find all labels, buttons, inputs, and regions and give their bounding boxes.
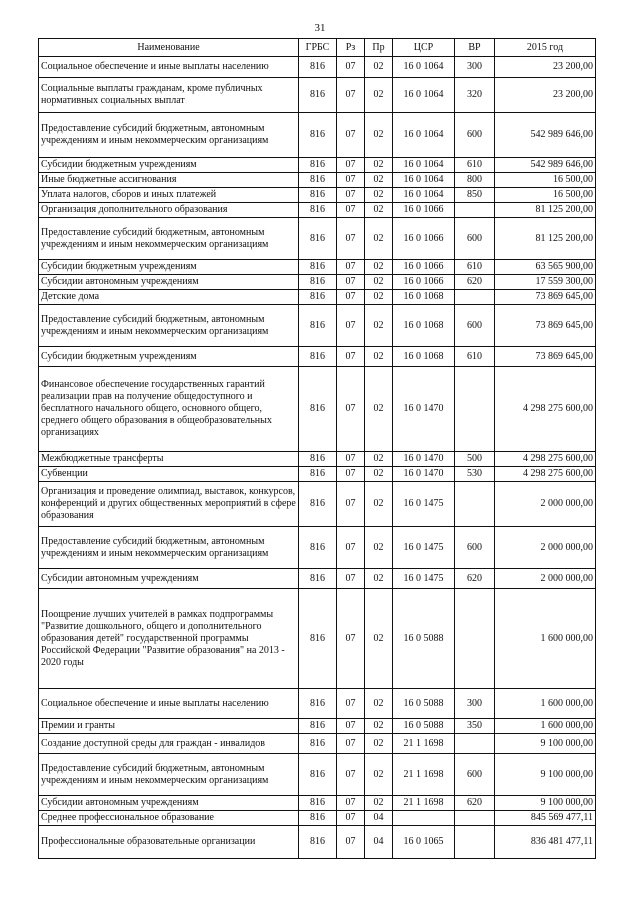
cell-name: Социальные выплаты гражданам, кроме публичных нормативных социальных выплат: [39, 78, 299, 113]
cell-csr: 16 0 1068: [393, 305, 455, 347]
cell-vr: 500: [455, 452, 495, 467]
table-row: [39, 734, 596, 754]
col-header-pr: Пр: [365, 39, 393, 57]
page-number: 31: [314, 22, 326, 34]
cell-vr: 610: [455, 347, 495, 367]
table-row: [39, 796, 596, 811]
cell-name: Социальное обеспечение и иные выплаты населению: [39, 57, 299, 78]
cell-amount: 4 298 275 600,00: [495, 367, 596, 452]
cell-name: Премии и гранты: [39, 719, 299, 734]
cell-csr: 16 0 1470: [393, 367, 455, 452]
cell-amount: 9 100 000,00: [495, 734, 596, 754]
cell-grbs: 816: [299, 754, 337, 796]
cell-grbs: 816: [299, 305, 337, 347]
cell-name: Субсидии бюджетным учреждениям: [39, 158, 299, 173]
table-row: [39, 260, 596, 275]
col-header-vr: ВР: [455, 39, 495, 57]
cell-grbs: 816: [299, 173, 337, 188]
cell-pr: 02: [365, 305, 393, 347]
cell-vr: 850: [455, 188, 495, 203]
table-row: [39, 527, 596, 569]
cell-csr: 21 1 1698: [393, 796, 455, 811]
cell-rz: 07: [337, 452, 365, 467]
cell-rz: 07: [337, 569, 365, 589]
cell-amount: 23 200,00: [495, 78, 596, 113]
cell-rz: 07: [337, 173, 365, 188]
cell-csr: 16 0 1475: [393, 527, 455, 569]
cell-grbs: 816: [299, 689, 337, 719]
cell-grbs: 816: [299, 734, 337, 754]
table-row: [39, 78, 596, 113]
cell-vr: 620: [455, 275, 495, 290]
cell-csr: 16 0 1066: [393, 260, 455, 275]
cell-name: Детские дома: [39, 290, 299, 305]
cell-rz: 07: [337, 218, 365, 260]
cell-grbs: 816: [299, 452, 337, 467]
table-row: [39, 218, 596, 260]
cell-grbs: 816: [299, 203, 337, 218]
cell-name: Создание доступной среды для граждан - инвалидов: [39, 734, 299, 754]
cell-rz: 07: [337, 734, 365, 754]
cell-vr: 300: [455, 57, 495, 78]
cell-vr: 610: [455, 260, 495, 275]
cell-pr: 02: [365, 347, 393, 367]
cell-rz: 07: [337, 188, 365, 203]
cell-csr: 16 0 5088: [393, 589, 455, 689]
cell-pr: 02: [365, 569, 393, 589]
cell-amount: 17 559 300,00: [495, 275, 596, 290]
cell-pr: 02: [365, 796, 393, 811]
header-row: [39, 39, 596, 57]
table-row: [39, 347, 596, 367]
table-row: [39, 826, 596, 859]
cell-amount: 81 125 200,00: [495, 203, 596, 218]
cell-rz: 07: [337, 482, 365, 527]
cell-csr: 21 1 1698: [393, 734, 455, 754]
cell-amount: 9 100 000,00: [495, 754, 596, 796]
cell-rz: 07: [337, 57, 365, 78]
cell-grbs: 816: [299, 467, 337, 482]
cell-grbs: 816: [299, 482, 337, 527]
table-row: [39, 569, 596, 589]
cell-name: Субсидии автономным учреждениям: [39, 569, 299, 589]
cell-vr: [455, 290, 495, 305]
cell-vr: 320: [455, 78, 495, 113]
cell-name: Профессиональные образовательные организации: [39, 826, 299, 859]
cell-amount: 2 000 000,00: [495, 482, 596, 527]
cell-pr: 02: [365, 275, 393, 290]
cell-csr: 16 0 1068: [393, 290, 455, 305]
budget-table: [38, 38, 596, 859]
cell-rz: 07: [337, 78, 365, 113]
table-row: [39, 203, 596, 218]
cell-vr: 600: [455, 218, 495, 260]
cell-csr: 16 0 1475: [393, 482, 455, 527]
cell-amount: 1 600 000,00: [495, 589, 596, 689]
cell-grbs: 816: [299, 367, 337, 452]
table-row: [39, 482, 596, 527]
cell-csr: 16 0 1064: [393, 78, 455, 113]
cell-amount: 9 100 000,00: [495, 796, 596, 811]
cell-pr: 02: [365, 527, 393, 569]
cell-name: Поощрение лучших учителей в рамках подпрограммы "Развитие дошкольного, общего и дополнительного образования детей" государственной программы Российской Федерации "Развитие образования" на 2013 - 2020 годы: [39, 589, 299, 689]
table-row: [39, 158, 596, 173]
table-row: [39, 173, 596, 188]
cell-pr: 04: [365, 826, 393, 859]
cell-csr: 16 0 1064: [393, 173, 455, 188]
col-header-name: Наименование: [39, 39, 299, 57]
table-row: [39, 589, 596, 689]
cell-amount: 845 569 477,11: [495, 811, 596, 826]
cell-rz: 07: [337, 347, 365, 367]
col-header-year: 2015 год: [495, 39, 596, 57]
cell-rz: 07: [337, 158, 365, 173]
table-body: [39, 57, 596, 859]
cell-pr: 02: [365, 689, 393, 719]
cell-amount: 2 000 000,00: [495, 569, 596, 589]
cell-csr: 16 0 1068: [393, 347, 455, 367]
cell-vr: 350: [455, 719, 495, 734]
col-header-grbs: ГРБС: [299, 39, 337, 57]
cell-csr: 16 0 1064: [393, 188, 455, 203]
cell-vr: 530: [455, 467, 495, 482]
cell-pr: 02: [365, 260, 393, 275]
cell-pr: 02: [365, 734, 393, 754]
cell-csr: 21 1 1698: [393, 754, 455, 796]
cell-rz: 07: [337, 275, 365, 290]
cell-amount: 73 869 645,00: [495, 347, 596, 367]
cell-rz: 07: [337, 589, 365, 689]
cell-grbs: 816: [299, 78, 337, 113]
cell-rz: 07: [337, 689, 365, 719]
cell-vr: 600: [455, 305, 495, 347]
cell-rz: 07: [337, 290, 365, 305]
cell-rz: 07: [337, 113, 365, 158]
table-row: [39, 305, 596, 347]
cell-grbs: 816: [299, 796, 337, 811]
cell-amount: 542 989 646,00: [495, 113, 596, 158]
table-row: [39, 188, 596, 203]
cell-grbs: 816: [299, 569, 337, 589]
cell-name: Иные бюджетные ассигнования: [39, 173, 299, 188]
cell-name: Социальное обеспечение и иные выплаты населению: [39, 689, 299, 719]
cell-vr: [455, 811, 495, 826]
cell-name: Организация и проведение олимпиад, выставок, конкурсов, конференций и других общественных мероприятий в сфере образования: [39, 482, 299, 527]
cell-name: Субсидии автономным учреждениям: [39, 796, 299, 811]
cell-csr: 16 0 1064: [393, 158, 455, 173]
cell-rz: 07: [337, 811, 365, 826]
cell-vr: [455, 482, 495, 527]
cell-pr: 02: [365, 367, 393, 452]
cell-grbs: 816: [299, 290, 337, 305]
cell-vr: 600: [455, 527, 495, 569]
table-row: [39, 290, 596, 305]
cell-amount: 16 500,00: [495, 173, 596, 188]
cell-amount: 73 869 645,00: [495, 290, 596, 305]
cell-pr: 02: [365, 452, 393, 467]
cell-pr: 02: [365, 482, 393, 527]
cell-vr: 620: [455, 569, 495, 589]
cell-rz: 07: [337, 719, 365, 734]
cell-pr: 02: [365, 57, 393, 78]
cell-amount: 4 298 275 600,00: [495, 467, 596, 482]
cell-vr: 610: [455, 158, 495, 173]
cell-rz: 07: [337, 305, 365, 347]
cell-csr: 16 0 1064: [393, 57, 455, 78]
cell-rz: 07: [337, 796, 365, 811]
cell-csr: 16 0 1470: [393, 467, 455, 482]
cell-amount: 23 200,00: [495, 57, 596, 78]
cell-csr: 16 0 1065: [393, 826, 455, 859]
cell-csr: 16 0 1066: [393, 275, 455, 290]
cell-name: Субсидии бюджетным учреждениям: [39, 347, 299, 367]
cell-grbs: 816: [299, 527, 337, 569]
cell-rz: 07: [337, 260, 365, 275]
cell-vr: 620: [455, 796, 495, 811]
cell-amount: 1 600 000,00: [495, 719, 596, 734]
cell-name: Субвенции: [39, 467, 299, 482]
cell-amount: 73 869 645,00: [495, 305, 596, 347]
cell-grbs: 816: [299, 826, 337, 859]
cell-name: Межбюджетные трансферты: [39, 452, 299, 467]
table-row: [39, 452, 596, 467]
cell-amount: 1 600 000,00: [495, 689, 596, 719]
cell-pr: 02: [365, 173, 393, 188]
cell-grbs: 816: [299, 113, 337, 158]
cell-pr: 02: [365, 78, 393, 113]
cell-rz: 07: [337, 467, 365, 482]
cell-grbs: 816: [299, 57, 337, 78]
cell-rz: 07: [337, 754, 365, 796]
cell-name: Субсидии автономным учреждениям: [39, 275, 299, 290]
cell-amount: 16 500,00: [495, 188, 596, 203]
cell-pr: 02: [365, 589, 393, 689]
cell-vr: 800: [455, 173, 495, 188]
cell-csr: 16 0 5088: [393, 719, 455, 734]
cell-name: Предоставление субсидий бюджетным, автономным учреждениям и иным некоммерческим организациям: [39, 113, 299, 158]
cell-amount: 81 125 200,00: [495, 218, 596, 260]
cell-name: Финансовое обеспечение государственных гарантий реализации прав на получение общедоступного и бесплатного начального общего, основного общего, среднего общего образования в общеобразовательных организациях: [39, 367, 299, 452]
table-row: [39, 467, 596, 482]
cell-amount: 542 989 646,00: [495, 158, 596, 173]
cell-vr: 600: [455, 113, 495, 158]
cell-csr: 16 0 1066: [393, 203, 455, 218]
cell-grbs: 816: [299, 260, 337, 275]
cell-pr: 02: [365, 188, 393, 203]
table-row: [39, 754, 596, 796]
cell-vr: [455, 589, 495, 689]
cell-name: Предоставление субсидий бюджетным, автономным учреждениям и иным некоммерческим организациям: [39, 305, 299, 347]
cell-pr: 02: [365, 113, 393, 158]
cell-pr: 02: [365, 754, 393, 796]
cell-name: Организация дополнительного образования: [39, 203, 299, 218]
cell-pr: 02: [365, 467, 393, 482]
cell-rz: 07: [337, 367, 365, 452]
cell-csr: 16 0 1470: [393, 452, 455, 467]
cell-grbs: 816: [299, 218, 337, 260]
cell-vr: [455, 203, 495, 218]
cell-amount: 63 565 900,00: [495, 260, 596, 275]
table-row: [39, 811, 596, 826]
table-row: [39, 689, 596, 719]
cell-vr: 600: [455, 754, 495, 796]
table-row: [39, 275, 596, 290]
cell-rz: 07: [337, 203, 365, 218]
cell-grbs: 816: [299, 347, 337, 367]
cell-pr: 02: [365, 203, 393, 218]
cell-pr: 02: [365, 290, 393, 305]
cell-name: Предоставление субсидий бюджетным, автономным учреждениям и иным некоммерческим организациям: [39, 218, 299, 260]
cell-vr: 300: [455, 689, 495, 719]
cell-amount: 4 298 275 600,00: [495, 452, 596, 467]
cell-name: Субсидии бюджетным учреждениям: [39, 260, 299, 275]
cell-rz: 07: [337, 826, 365, 859]
cell-grbs: 816: [299, 188, 337, 203]
cell-vr: [455, 826, 495, 859]
cell-name: Предоставление субсидий бюджетным, автономным учреждениям и иным некоммерческим организациям: [39, 754, 299, 796]
cell-vr: [455, 367, 495, 452]
cell-csr: 16 0 1064: [393, 113, 455, 158]
cell-rz: 07: [337, 527, 365, 569]
cell-name: Уплата налогов, сборов и иных платежей: [39, 188, 299, 203]
table-row: [39, 719, 596, 734]
cell-vr: [455, 734, 495, 754]
cell-csr: 16 0 1475: [393, 569, 455, 589]
cell-name: Предоставление субсидий бюджетным, автономным учреждениям и иным некоммерческим организациям: [39, 527, 299, 569]
table-row: [39, 113, 596, 158]
table-row: [39, 57, 596, 78]
cell-grbs: 816: [299, 275, 337, 290]
cell-grbs: 816: [299, 719, 337, 734]
cell-grbs: 816: [299, 589, 337, 689]
cell-csr: [393, 811, 455, 826]
cell-csr: 16 0 5088: [393, 689, 455, 719]
cell-pr: 02: [365, 719, 393, 734]
cell-csr: 16 0 1066: [393, 218, 455, 260]
cell-grbs: 816: [299, 811, 337, 826]
cell-name: Среднее профессиональное образование: [39, 811, 299, 826]
table-row: [39, 367, 596, 452]
cell-pr: 02: [365, 158, 393, 173]
cell-amount: 2 000 000,00: [495, 527, 596, 569]
cell-pr: 02: [365, 218, 393, 260]
col-header-rz: Рз: [337, 39, 365, 57]
cell-amount: 836 481 477,11: [495, 826, 596, 859]
col-header-csr: ЦСР: [393, 39, 455, 57]
cell-grbs: 816: [299, 158, 337, 173]
cell-pr: 04: [365, 811, 393, 826]
